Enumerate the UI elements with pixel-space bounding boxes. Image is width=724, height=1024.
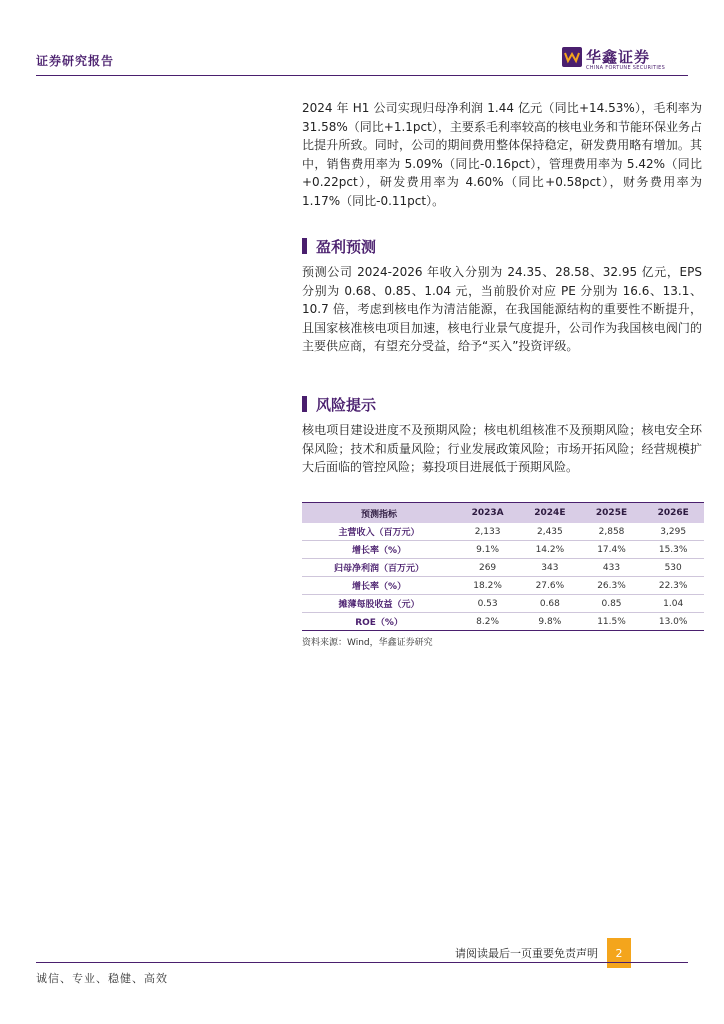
- table-cell: 13.0%: [642, 613, 704, 631]
- row-label: 增长率（%）: [302, 577, 456, 595]
- table-cell: 18.2%: [456, 577, 519, 595]
- forecast-table: [302, 502, 704, 631]
- table-cell: 3,295: [642, 523, 704, 541]
- table-row: [302, 523, 704, 541]
- header-divider: [36, 75, 688, 76]
- table-row: [302, 595, 704, 613]
- table-cell: 22.3%: [642, 577, 704, 595]
- report-type-label: 证券研究报告: [36, 54, 115, 68]
- table-source-note: 资料来源：Wind，华鑫证券研究: [302, 638, 433, 648]
- table-cell: 269: [456, 559, 519, 577]
- row-label: 归母净利润（百万元）: [302, 559, 456, 577]
- table-cell: 17.4%: [581, 541, 643, 559]
- intro-paragraph: 2024 年 H1 公司实现归母净利润 1.44 亿元（同比+14.53%），毛利率为 31.58%（同比+1.1pct），主要系毛利率较高的核电业务和节能环保业务占比提升所致。同时，公司的期间费用整体保持稳定，研发费用略有增加。其中，销售费用率为 5.09%（同比-0.16pct），管理费用率为 5.42%（同比+0.22pct），研发费用率为 4.60%（同比+0.58pct），财务费用率为 1.17%（同比-0.11pct）。: [302, 101, 702, 208]
- table-cell: 14.2%: [519, 541, 581, 559]
- table-cell: 1.04: [642, 595, 704, 613]
- footer-slogan: 诚信、专业、稳健、高效: [36, 972, 168, 985]
- row-label: 主营收入（百万元）: [302, 523, 456, 541]
- table-cell: 530: [642, 559, 704, 577]
- table-row: [302, 613, 704, 631]
- row-label: ROE（%）: [302, 613, 456, 631]
- table-cell: 11.5%: [581, 613, 643, 631]
- table-cell: 15.3%: [642, 541, 704, 559]
- table-cell: 27.6%: [519, 577, 581, 595]
- table-cell: 9.1%: [456, 541, 519, 559]
- company-logo: [562, 46, 672, 72]
- table-cell: 26.3%: [581, 577, 643, 595]
- forecast-paragraph: 预测公司 2024-2026 年收入分别为 24.35、28.58、32.95 亿元，EPS 分别为 0.68、0.85、1.04 元，当前股价对应 PE 分别为 16.6、13.1、10.7 倍，考虑到核电作为清洁能源，在我国能源结构的重要性不断提升，且国家核准核电项目加速，核电行业景气度提升，公司作为我国核电阀门的主要供应商，有望充分受益，给予“买入”投资评级。: [302, 265, 702, 353]
- table-row: [302, 577, 704, 595]
- table-cell: 8.2%: [456, 613, 519, 631]
- logo-subtitle: CHINA FORTUNE SECURITIES: [586, 65, 666, 71]
- table-cell: 343: [519, 559, 581, 577]
- section-marker: [302, 238, 307, 254]
- table-header-cell: 2026E: [642, 503, 704, 524]
- logo-name: 华鑫证券: [586, 48, 651, 66]
- table-cell: 0.53: [456, 595, 519, 613]
- table-header-row: [302, 503, 704, 524]
- disclaimer-link[interactable]: 请阅读最后一页重要免责声明: [455, 947, 598, 960]
- table-header-cell: 2025E: [581, 503, 643, 524]
- table-cell: 2,858: [581, 523, 643, 541]
- page-number: 2: [607, 938, 631, 968]
- risk-section-title: 风险提示: [302, 393, 702, 415]
- table-row: [302, 541, 704, 559]
- section-marker: [302, 396, 307, 412]
- risk-paragraph: 核电项目建设进度不及预期风险；核电机组核准不及预期风险；核电安全环保风险；技术和质量风险；行业发展政策风险；市场开拓风险；经营规模扩大后面临的管控风险；募投项目进展低于预期风险。: [302, 423, 702, 474]
- table-header-cell: 预测指标: [302, 503, 456, 524]
- table-cell: 2,435: [519, 523, 581, 541]
- forecast-section-title: 盈利预测: [302, 235, 702, 257]
- table-cell: 0.68: [519, 595, 581, 613]
- table-cell: 433: [581, 559, 643, 577]
- footer-divider: [36, 962, 688, 963]
- table-cell: 9.8%: [519, 613, 581, 631]
- row-label: 增长率（%）: [302, 541, 456, 559]
- row-label: 摊薄每股收益（元）: [302, 595, 456, 613]
- logo-icon: [562, 47, 582, 67]
- table-header-cell: 2023A: [456, 503, 519, 524]
- table-header-cell: 2024E: [519, 503, 581, 524]
- table-cell: 0.85: [581, 595, 643, 613]
- table-row: [302, 559, 704, 577]
- table-cell: 2,133: [456, 523, 519, 541]
